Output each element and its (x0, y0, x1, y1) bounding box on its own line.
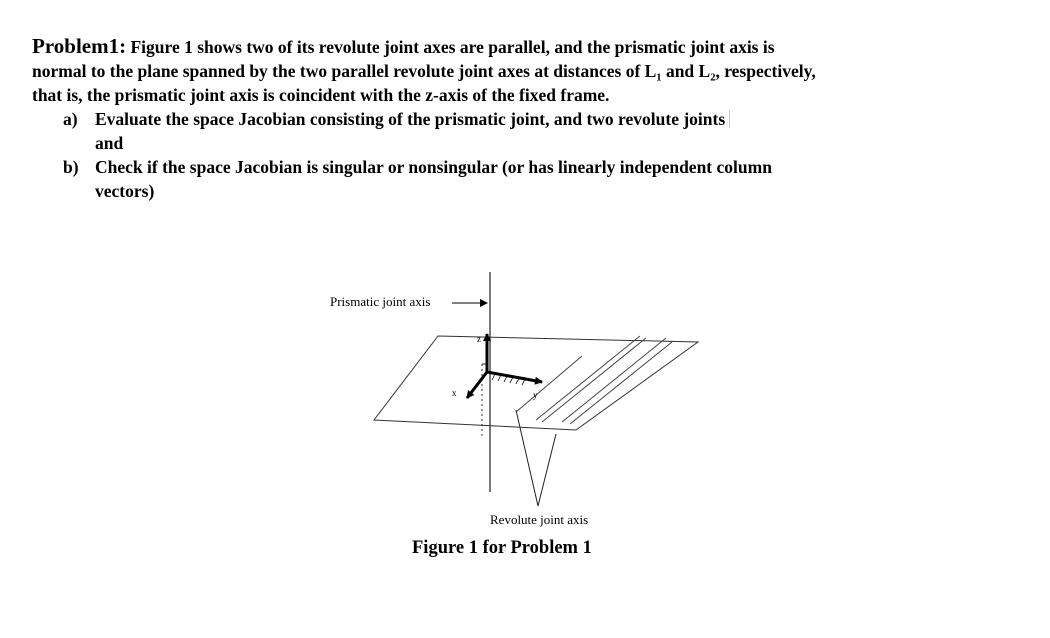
problem-statement (32, 34, 1022, 107)
text-cursor (729, 110, 730, 128)
x-axis-label: x (452, 388, 457, 398)
task-list (32, 107, 1022, 203)
problem-line-3: that is, the prismatic joint axis is coincident with the z-axis of the fixed frame. (32, 85, 610, 105)
base-plane (374, 336, 698, 430)
problem-text (32, 34, 1022, 203)
task-b (32, 155, 1022, 203)
prismatic-joint-label: Prismatic joint axis (330, 294, 431, 309)
y-axis-arrow (487, 372, 542, 382)
problem-title: Problem1: (32, 34, 127, 58)
x-axis-arrow (467, 372, 487, 398)
revolute-axis-2 (562, 338, 672, 424)
figure-caption: Figure 1 for Problem 1 (412, 538, 592, 558)
task-a-marker: a) (63, 109, 78, 129)
task-b-line-2: vectors) (95, 181, 155, 201)
figure-1 (320, 262, 720, 532)
revolute-axis-3 (516, 356, 582, 412)
z-axis-label: z (477, 334, 481, 344)
revolute-joint-label: Revolute joint axis (490, 512, 589, 527)
task-a-line-1: Evaluate the space Jacobian consisting of the prismatic joint, and two revolute joints (95, 109, 726, 129)
revolute-axis-1 (536, 336, 646, 422)
task-b-marker: b) (63, 157, 79, 177)
task-b-line-1: Check if the space Jacobian is singular or nonsingular (or has linearly independent column (95, 157, 772, 177)
task-a-line-2: and (95, 133, 124, 153)
problem-line-2: normal to the plane spanned by the two parallel revolute joint axes at distances of L₁ and L₂, respectively, (32, 61, 816, 81)
problem-line-1: Figure 1 shows two of its revolute joint axes are parallel, and the prismatic joint axis is (130, 37, 775, 57)
task-a (32, 107, 1022, 155)
y-axis-label: y (533, 390, 538, 400)
revolute-pointer-lines (516, 410, 556, 506)
